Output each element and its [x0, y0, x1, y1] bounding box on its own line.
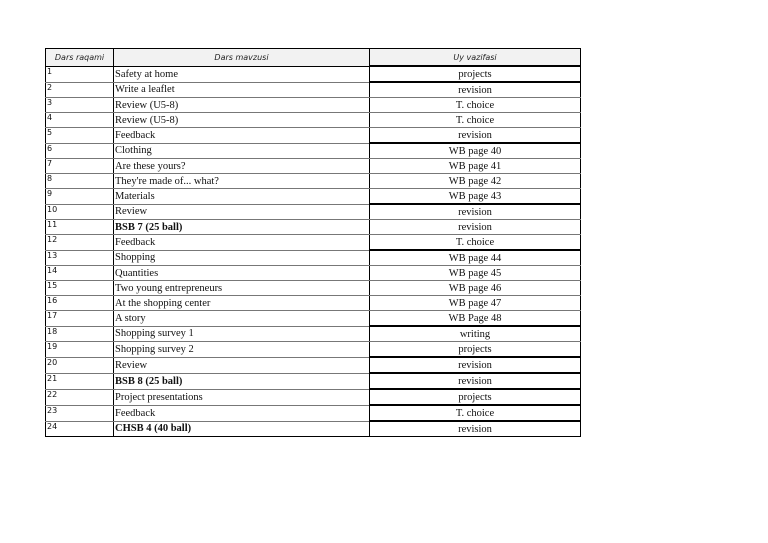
homework-cell: WB page 42 [370, 174, 581, 189]
lesson-number-cell: 20 [46, 357, 114, 373]
lesson-topic-cell: Shopping survey 1 [114, 326, 370, 342]
lesson-topic-cell: Shopping [114, 250, 370, 266]
table-row [46, 82, 581, 98]
lesson-number-cell: 10 [46, 204, 114, 220]
lesson-number-cell: 23 [46, 405, 114, 421]
table-row [46, 281, 581, 296]
lesson-number-cell: 1 [46, 66, 114, 82]
lesson-number-cell: 9 [46, 189, 114, 205]
table-row [46, 128, 581, 144]
lesson-topic-cell: Quantities [114, 266, 370, 281]
lesson-topic-cell: Feedback [114, 405, 370, 421]
homework-cell: revision [370, 373, 581, 389]
lesson-number-cell: 21 [46, 373, 114, 389]
lesson-topic-cell: A story [114, 311, 370, 327]
lesson-number-cell: 7 [46, 159, 114, 174]
homework-cell: T. choice [370, 405, 581, 421]
lesson-plan-table [45, 48, 581, 437]
table-row [46, 296, 581, 311]
lesson-number-cell: 8 [46, 174, 114, 189]
lesson-topic-cell: Review [114, 204, 370, 220]
homework-cell: WB page 46 [370, 281, 581, 296]
homework-cell: WB page 44 [370, 250, 581, 266]
table-row [46, 204, 581, 220]
homework-cell: WB page 43 [370, 189, 581, 205]
header-lesson-number: Dars raqami [46, 49, 114, 67]
lesson-number-cell: 12 [46, 235, 114, 251]
lesson-topic-cell: Are these yours? [114, 159, 370, 174]
lesson-topic-cell: Project presentations [114, 389, 370, 405]
lesson-number-cell: 5 [46, 128, 114, 144]
table-row [46, 421, 581, 437]
lesson-topic-cell: BSB 8 (25 ball) [114, 373, 370, 389]
homework-cell: WB page 45 [370, 266, 581, 281]
lesson-topic-cell: Two young entrepreneurs [114, 281, 370, 296]
homework-cell: revision [370, 82, 581, 98]
lesson-topic-cell: Review (U5-8) [114, 113, 370, 128]
lesson-topic-cell: Safety at home [114, 66, 370, 82]
lesson-topic-cell: Materials [114, 189, 370, 205]
lesson-number-cell: 11 [46, 220, 114, 235]
lesson-topic-cell: BSB 7 (25 ball) [114, 220, 370, 235]
lesson-topic-cell: CHSB 4 (40 ball) [114, 421, 370, 437]
lesson-topic-cell: At the shopping center [114, 296, 370, 311]
table-row [46, 389, 581, 405]
homework-cell: WB Page 48 [370, 311, 581, 327]
table-row [46, 235, 581, 251]
lesson-topic-cell: Review [114, 357, 370, 373]
header-lesson-topic: Dars mavzusi [114, 49, 370, 67]
lesson-topic-cell: They're made of... what? [114, 174, 370, 189]
homework-cell: T. choice [370, 113, 581, 128]
homework-cell: WB page 40 [370, 143, 581, 159]
table-row [46, 66, 581, 82]
lesson-topic-cell: Clothing [114, 143, 370, 159]
table-row [46, 174, 581, 189]
lesson-number-cell: 16 [46, 296, 114, 311]
lesson-number-cell: 18 [46, 326, 114, 342]
homework-cell: T. choice [370, 235, 581, 251]
homework-cell: WB page 47 [370, 296, 581, 311]
table-row [46, 266, 581, 281]
lesson-number-cell: 17 [46, 311, 114, 327]
homework-cell: writing [370, 326, 581, 342]
table-body [46, 66, 581, 437]
table-row [46, 113, 581, 128]
homework-cell: projects [370, 66, 581, 82]
lesson-number-cell: 14 [46, 266, 114, 281]
table-row [46, 159, 581, 174]
lesson-number-cell: 2 [46, 82, 114, 98]
table-row [46, 220, 581, 235]
lesson-topic-cell: Feedback [114, 235, 370, 251]
homework-cell: revision [370, 421, 581, 437]
lesson-number-cell: 6 [46, 143, 114, 159]
homework-cell: projects [370, 342, 581, 358]
homework-cell: revision [370, 128, 581, 144]
header-row [46, 49, 581, 67]
homework-cell: revision [370, 204, 581, 220]
table-row [46, 98, 581, 113]
lesson-number-cell: 13 [46, 250, 114, 266]
lesson-number-cell: 15 [46, 281, 114, 296]
lesson-number-cell: 4 [46, 113, 114, 128]
table-row [46, 326, 581, 342]
lesson-topic-cell: Shopping survey 2 [114, 342, 370, 358]
table-header [46, 49, 581, 67]
lesson-number-cell: 19 [46, 342, 114, 358]
lesson-number-cell: 24 [46, 421, 114, 437]
table-row [46, 143, 581, 159]
table-row [46, 405, 581, 421]
table-row [46, 189, 581, 205]
lesson-topic-cell: Review (U5-8) [114, 98, 370, 113]
lesson-topic-cell: Write a leaflet [114, 82, 370, 98]
lesson-number-cell: 22 [46, 389, 114, 405]
homework-cell: revision [370, 357, 581, 373]
table-row [46, 357, 581, 373]
header-homework: Uy vazifasi [370, 49, 581, 67]
homework-cell: T. choice [370, 98, 581, 113]
homework-cell: projects [370, 389, 581, 405]
lesson-topic-cell: Feedback [114, 128, 370, 144]
lesson-number-cell: 3 [46, 98, 114, 113]
table-row [46, 373, 581, 389]
table-row [46, 342, 581, 358]
homework-cell: revision [370, 220, 581, 235]
table-row [46, 311, 581, 327]
table-row [46, 250, 581, 266]
homework-cell: WB page 41 [370, 159, 581, 174]
